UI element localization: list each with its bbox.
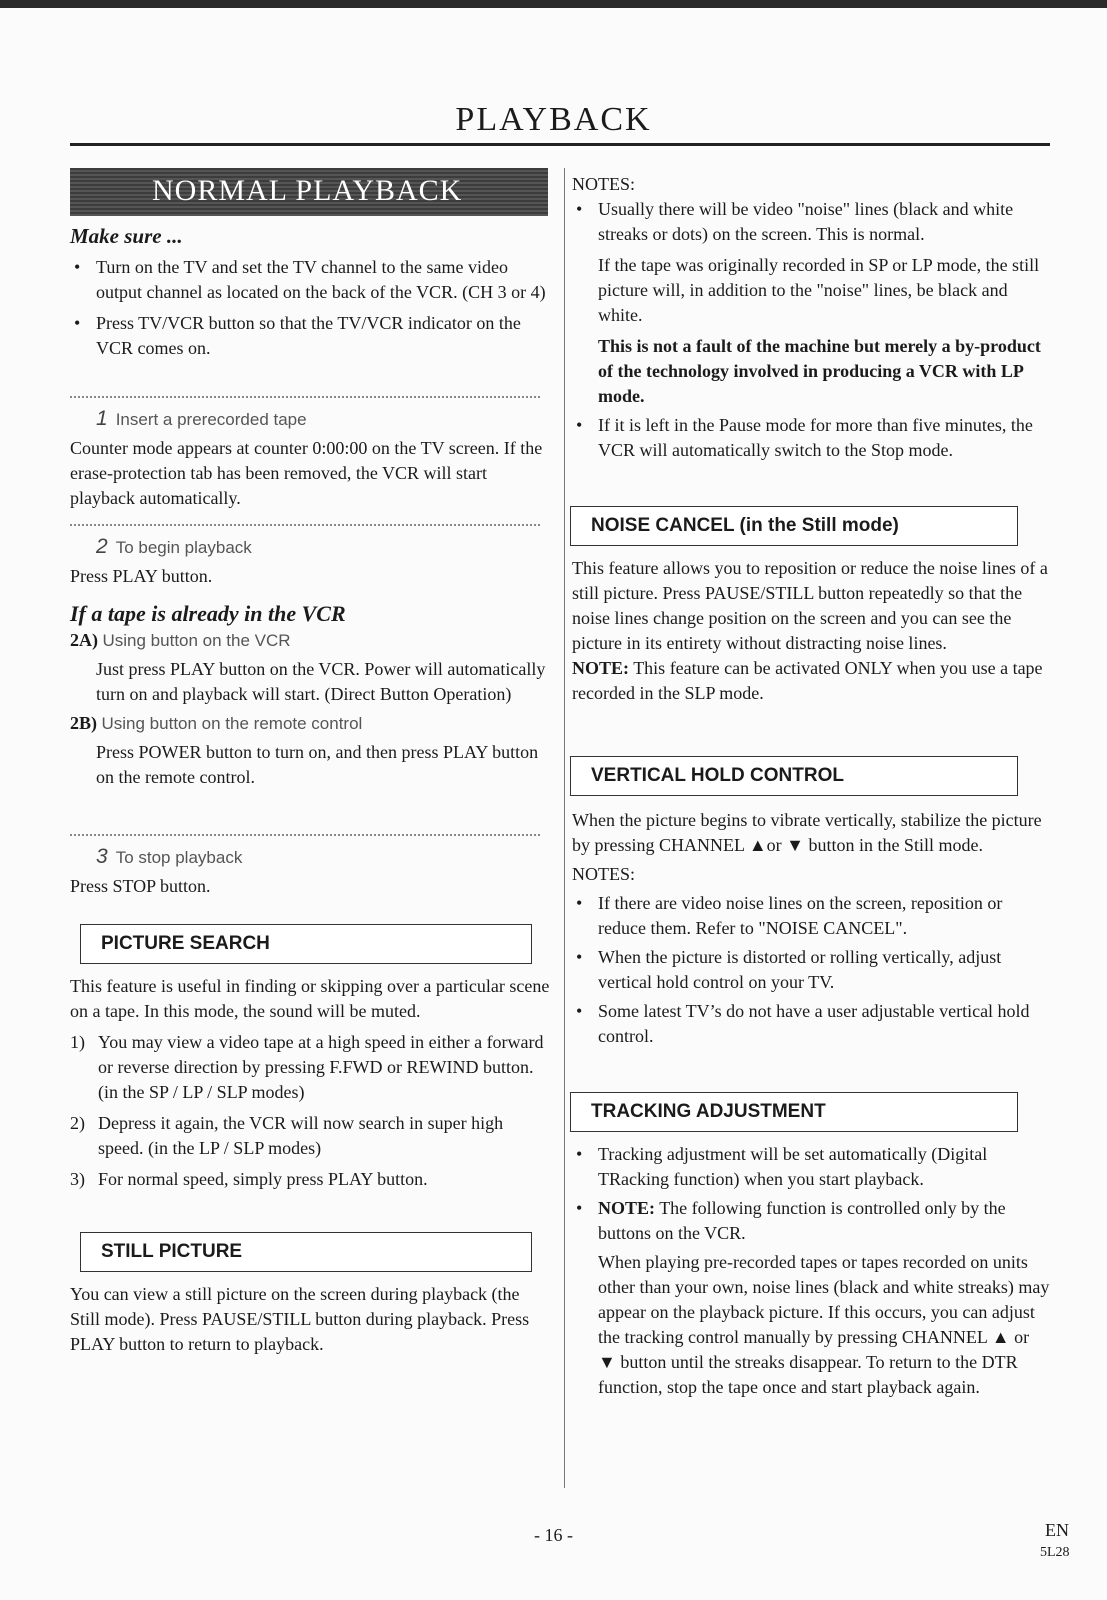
step-2a-heading: Using button on the VCR bbox=[102, 631, 291, 650]
vertical-hold-note-1: • If there are video noise lines on the screen, reposition or reduce them. Refer to "NOISE CANCEL". bbox=[572, 891, 1050, 941]
step-3-title bbox=[70, 844, 550, 870]
vertical-hold-note-3: • Some latest TV’s do not have a user adjustable vertical hold control. bbox=[572, 999, 1050, 1049]
tracking-paragraph: When playing pre-recorded tapes or tapes recorded on units other than your own, noise lines (black and white streaks) may appear on the playback picture. If this occurs, you can adjust the tracking control manually by pressing CHANNEL ▲ or ▼ button until the streaks disappear. To return to the DTR function, stop the tape once and start playback again. bbox=[598, 1252, 1050, 1397]
step-3-number: 3 bbox=[96, 845, 108, 868]
item-number: 3) bbox=[70, 1169, 85, 1189]
step-1-number: 1 bbox=[96, 407, 108, 430]
step-2a-text: Just press PLAY button on the VCR. Power will automatically turn on and playback will start. (Direct Button Operation) bbox=[96, 659, 546, 704]
page-number: - 16 - bbox=[534, 1525, 573, 1545]
tracking-bullet-1: • Tracking adjustment will be set automatically (Digital TRacking function) when you start playback. bbox=[572, 1142, 1050, 1192]
still-picture-section bbox=[70, 1282, 550, 1357]
note-1-paragraph: If the tape was originally recorded in SP or LP mode, the still picture will, in addition to the "noise" lines, be black and white. bbox=[598, 255, 1040, 325]
picture-search-item-1 bbox=[70, 1030, 550, 1105]
note-label: NOTE: bbox=[598, 1198, 656, 1218]
step-2 bbox=[70, 534, 550, 790]
tracking-note bbox=[572, 1196, 1050, 1246]
top-edge bbox=[0, 0, 1107, 8]
step-1-title bbox=[70, 406, 550, 432]
step-2b-label: 2B) bbox=[70, 713, 97, 733]
step-2-number: 2 bbox=[96, 535, 108, 558]
vertical-hold-heading: VERTICAL HOLD CONTROL bbox=[570, 756, 1018, 796]
tracking-heading: TRACKING ADJUSTMENT bbox=[570, 1092, 1018, 1132]
vertical-hold-section bbox=[572, 808, 1050, 1049]
language-code: EN bbox=[1045, 1520, 1069, 1540]
vertical-hold-text: When the picture begins to vibrate vertically, stabilize the picture by pressing CHANNEL ▲or ▼ button in the Still mode. bbox=[572, 810, 1042, 855]
note-text: This feature can be activated ONLY when you use a tape recorded in the SLP mode. bbox=[572, 658, 1043, 703]
step-2b-title bbox=[70, 711, 550, 736]
tracking-section bbox=[572, 1142, 1050, 1400]
item-text: Depress it again, the VCR will now search in super high speed. (in the LP / SLP modes) bbox=[98, 1113, 504, 1158]
noise-cancel-heading: NOISE CANCEL (in the Still mode) bbox=[570, 506, 1018, 546]
step-1-text: Counter mode appears at counter 0:00:00 on the TV screen. If the erase-protection tab has been removed, the VCR will start playback automatically. bbox=[70, 438, 543, 508]
make-sure-bullet-1: • Turn on the TV and set the TV channel to the same video output channel as located on the back of the VCR. (CH 3 or 4) bbox=[70, 255, 550, 305]
picture-search-section bbox=[70, 974, 550, 1192]
note-1-bold: This is not a fault of the machine but merely a by-product of the technology involved in producing a VCR with LP mode. bbox=[598, 336, 1041, 406]
make-sure-bullet-2: • Press TV/VCR button so that the TV/VCR indicator on the VCR comes on. bbox=[70, 311, 550, 361]
picture-search-item-3 bbox=[70, 1167, 550, 1192]
page-title: PLAYBACK bbox=[455, 101, 652, 138]
step-3-label: To stop playback bbox=[115, 848, 243, 867]
step-2a-label: 2A) bbox=[70, 630, 98, 650]
normal-playback-banner bbox=[70, 168, 548, 216]
noise-cancel-text: This feature allows you to reposition or reduce the noise lines of a still picture. Press PAUSE/STILL button repeatedly so that the noise lines change position on the screen and you can see the picture in its entirety without distracting noise lines. bbox=[572, 558, 1048, 653]
step-2b-text: Press POWER button to turn on, and then press PLAY button on the remote control. bbox=[96, 742, 539, 787]
step-1 bbox=[70, 406, 550, 511]
noise-cancel-note bbox=[572, 656, 1050, 706]
banner-title: NORMAL PLAYBACK bbox=[152, 174, 463, 207]
step-3 bbox=[70, 844, 550, 899]
picture-search-intro: This feature is useful in finding or skipping over a particular scene on a tape. In this mode, the sound will be muted. bbox=[70, 976, 550, 1021]
note-2: • If it is left in the Pause mode for more than five minutes, the VCR will automatically switch to the Stop mode. bbox=[572, 413, 1050, 463]
note-label: NOTE: bbox=[572, 658, 630, 678]
vertical-hold-notes-label: NOTES: bbox=[572, 864, 635, 884]
divider bbox=[70, 524, 540, 526]
step-2-label: To begin playback bbox=[115, 538, 252, 557]
vertical-hold-note-2: • When the picture is distorted or rolling vertically, adjust vertical hold control on your TV. bbox=[572, 945, 1050, 995]
divider bbox=[70, 396, 540, 398]
step-2-text: Press PLAY button. bbox=[70, 566, 213, 586]
make-sure-section bbox=[70, 224, 550, 361]
model-code: 5L28 bbox=[1040, 1545, 1070, 1560]
step-2a-title bbox=[70, 628, 550, 653]
noise-cancel-section bbox=[572, 556, 1050, 706]
step-2-title bbox=[70, 534, 550, 560]
title-rule bbox=[70, 143, 1050, 146]
item-text: You may view a video tape at a high speed in either a forward or reverse direction by pressing F.FWD or REWIND button. (in the SP / LP / SLP modes) bbox=[98, 1032, 544, 1102]
item-number: 2) bbox=[70, 1113, 85, 1133]
column-divider bbox=[564, 168, 565, 1488]
item-number: 1) bbox=[70, 1032, 85, 1052]
picture-search-heading: PICTURE SEARCH bbox=[80, 924, 532, 964]
notes-label: NOTES: bbox=[572, 174, 635, 194]
make-sure-heading: Make sure ... bbox=[70, 224, 183, 248]
step-2b-heading: Using button on the remote control bbox=[101, 714, 363, 733]
notes-section bbox=[572, 172, 1050, 463]
divider bbox=[70, 834, 540, 836]
step-1-label: Insert a prerecorded tape bbox=[115, 410, 307, 429]
note-1: • Usually there will be video "noise" lines (black and white streaks or dots) on the screen. This is normal. bbox=[572, 197, 1050, 247]
still-picture-heading: STILL PICTURE bbox=[80, 1232, 532, 1272]
picture-search-item-2 bbox=[70, 1111, 550, 1161]
already-heading: If a tape is already in the VCR bbox=[70, 601, 346, 626]
item-text: For normal speed, simply press PLAY button. bbox=[98, 1169, 428, 1189]
note-text: The following function is controlled only by the buttons on the VCR. bbox=[598, 1198, 1006, 1243]
step-3-text: Press STOP button. bbox=[70, 876, 211, 896]
still-picture-text: You can view a still picture on the screen during playback (the Still mode). Press PAUSE/STILL button during playback. Press PLAY button to return to playback. bbox=[70, 1284, 530, 1354]
